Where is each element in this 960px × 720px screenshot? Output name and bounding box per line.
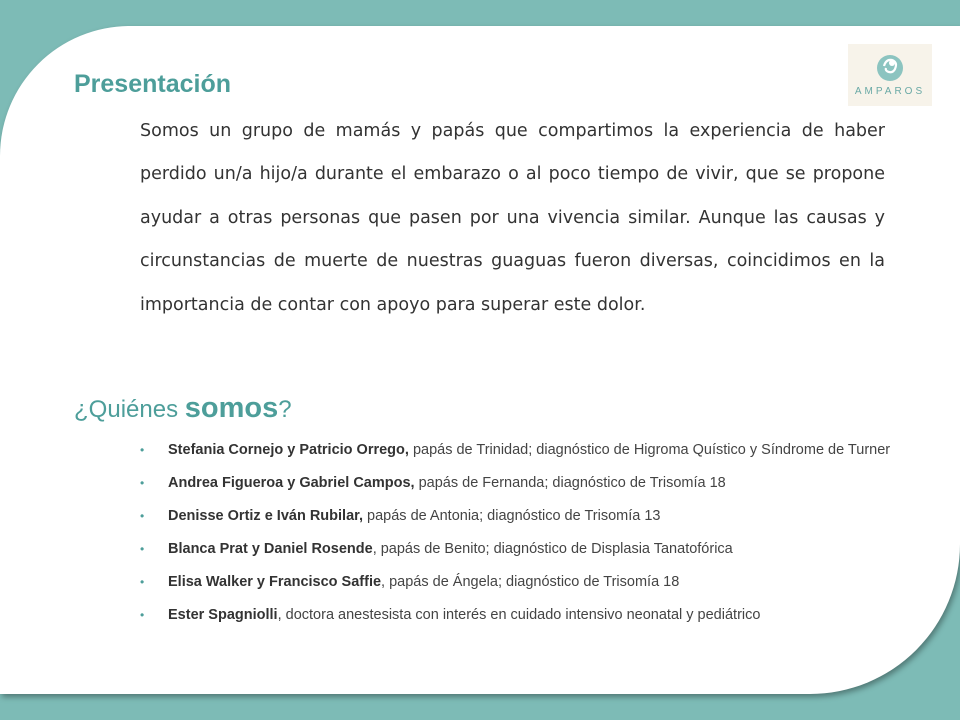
member-name: Elisa Walker y Francisco Saffie [168,574,382,590]
members-list [140,434,900,632]
page-title: Presentación [74,70,232,98]
member-name: Andrea Figueroa y Gabriel Campos, [168,475,415,491]
list-item [140,533,900,566]
section-title [74,392,292,425]
section-title-word2: somos [184,392,279,424]
member-detail: papás de Antonia; diagnóstico de Trisomía 13 [363,508,661,524]
section-title-open: ¿ [74,396,89,423]
member-name: Stefania Cornejo y Patricio Orrego, [168,442,409,458]
list-item [140,599,900,632]
baby-icon [848,44,932,88]
member-detail: , doctora anestesista con interés en cuidado intensivo neonatal y pediátrico [277,607,761,623]
list-item [140,500,900,533]
member-detail: papás de Fernanda; diagnóstico de Trisomía 18 [414,475,726,491]
section-title-word1: Quiénes [88,396,185,423]
intro-paragraph: Somos un grupo de mamás y papás que compartimos la experiencia de haber perdido un/a hijo/a durante el embarazo o al poco tiempo de vivir, que se propone ayudar a otras personas que pasen por una vivencia similar. Aunque las causas y circunstancias de muerte de nuestras guaguas fueron diversas, coincidimos en la importancia de contar con apoyo para superar este dolor. [140,121,885,315]
section-title-close: ? [278,396,292,423]
amparos-logo [848,44,932,106]
member-name: Blanca Prat y Daniel Rosende [168,541,373,557]
member-name: Denisse Ortiz e Iván Rubilar, [168,508,364,524]
member-name: Ester Spagniolli [168,607,278,623]
list-item [140,566,900,599]
list-item [140,467,900,500]
member-detail: , papás de Benito; diagnóstico de Displasia Tanatofórica [372,541,733,557]
member-detail: papás de Trinidad; diagnóstico de Higroma Quístico y Síndrome de Turner [408,442,891,458]
list-item [140,434,900,467]
member-detail: , papás de Ángela; diagnóstico de Trisomía 18 [381,574,680,590]
logo-text: AMPAROS [854,86,926,97]
